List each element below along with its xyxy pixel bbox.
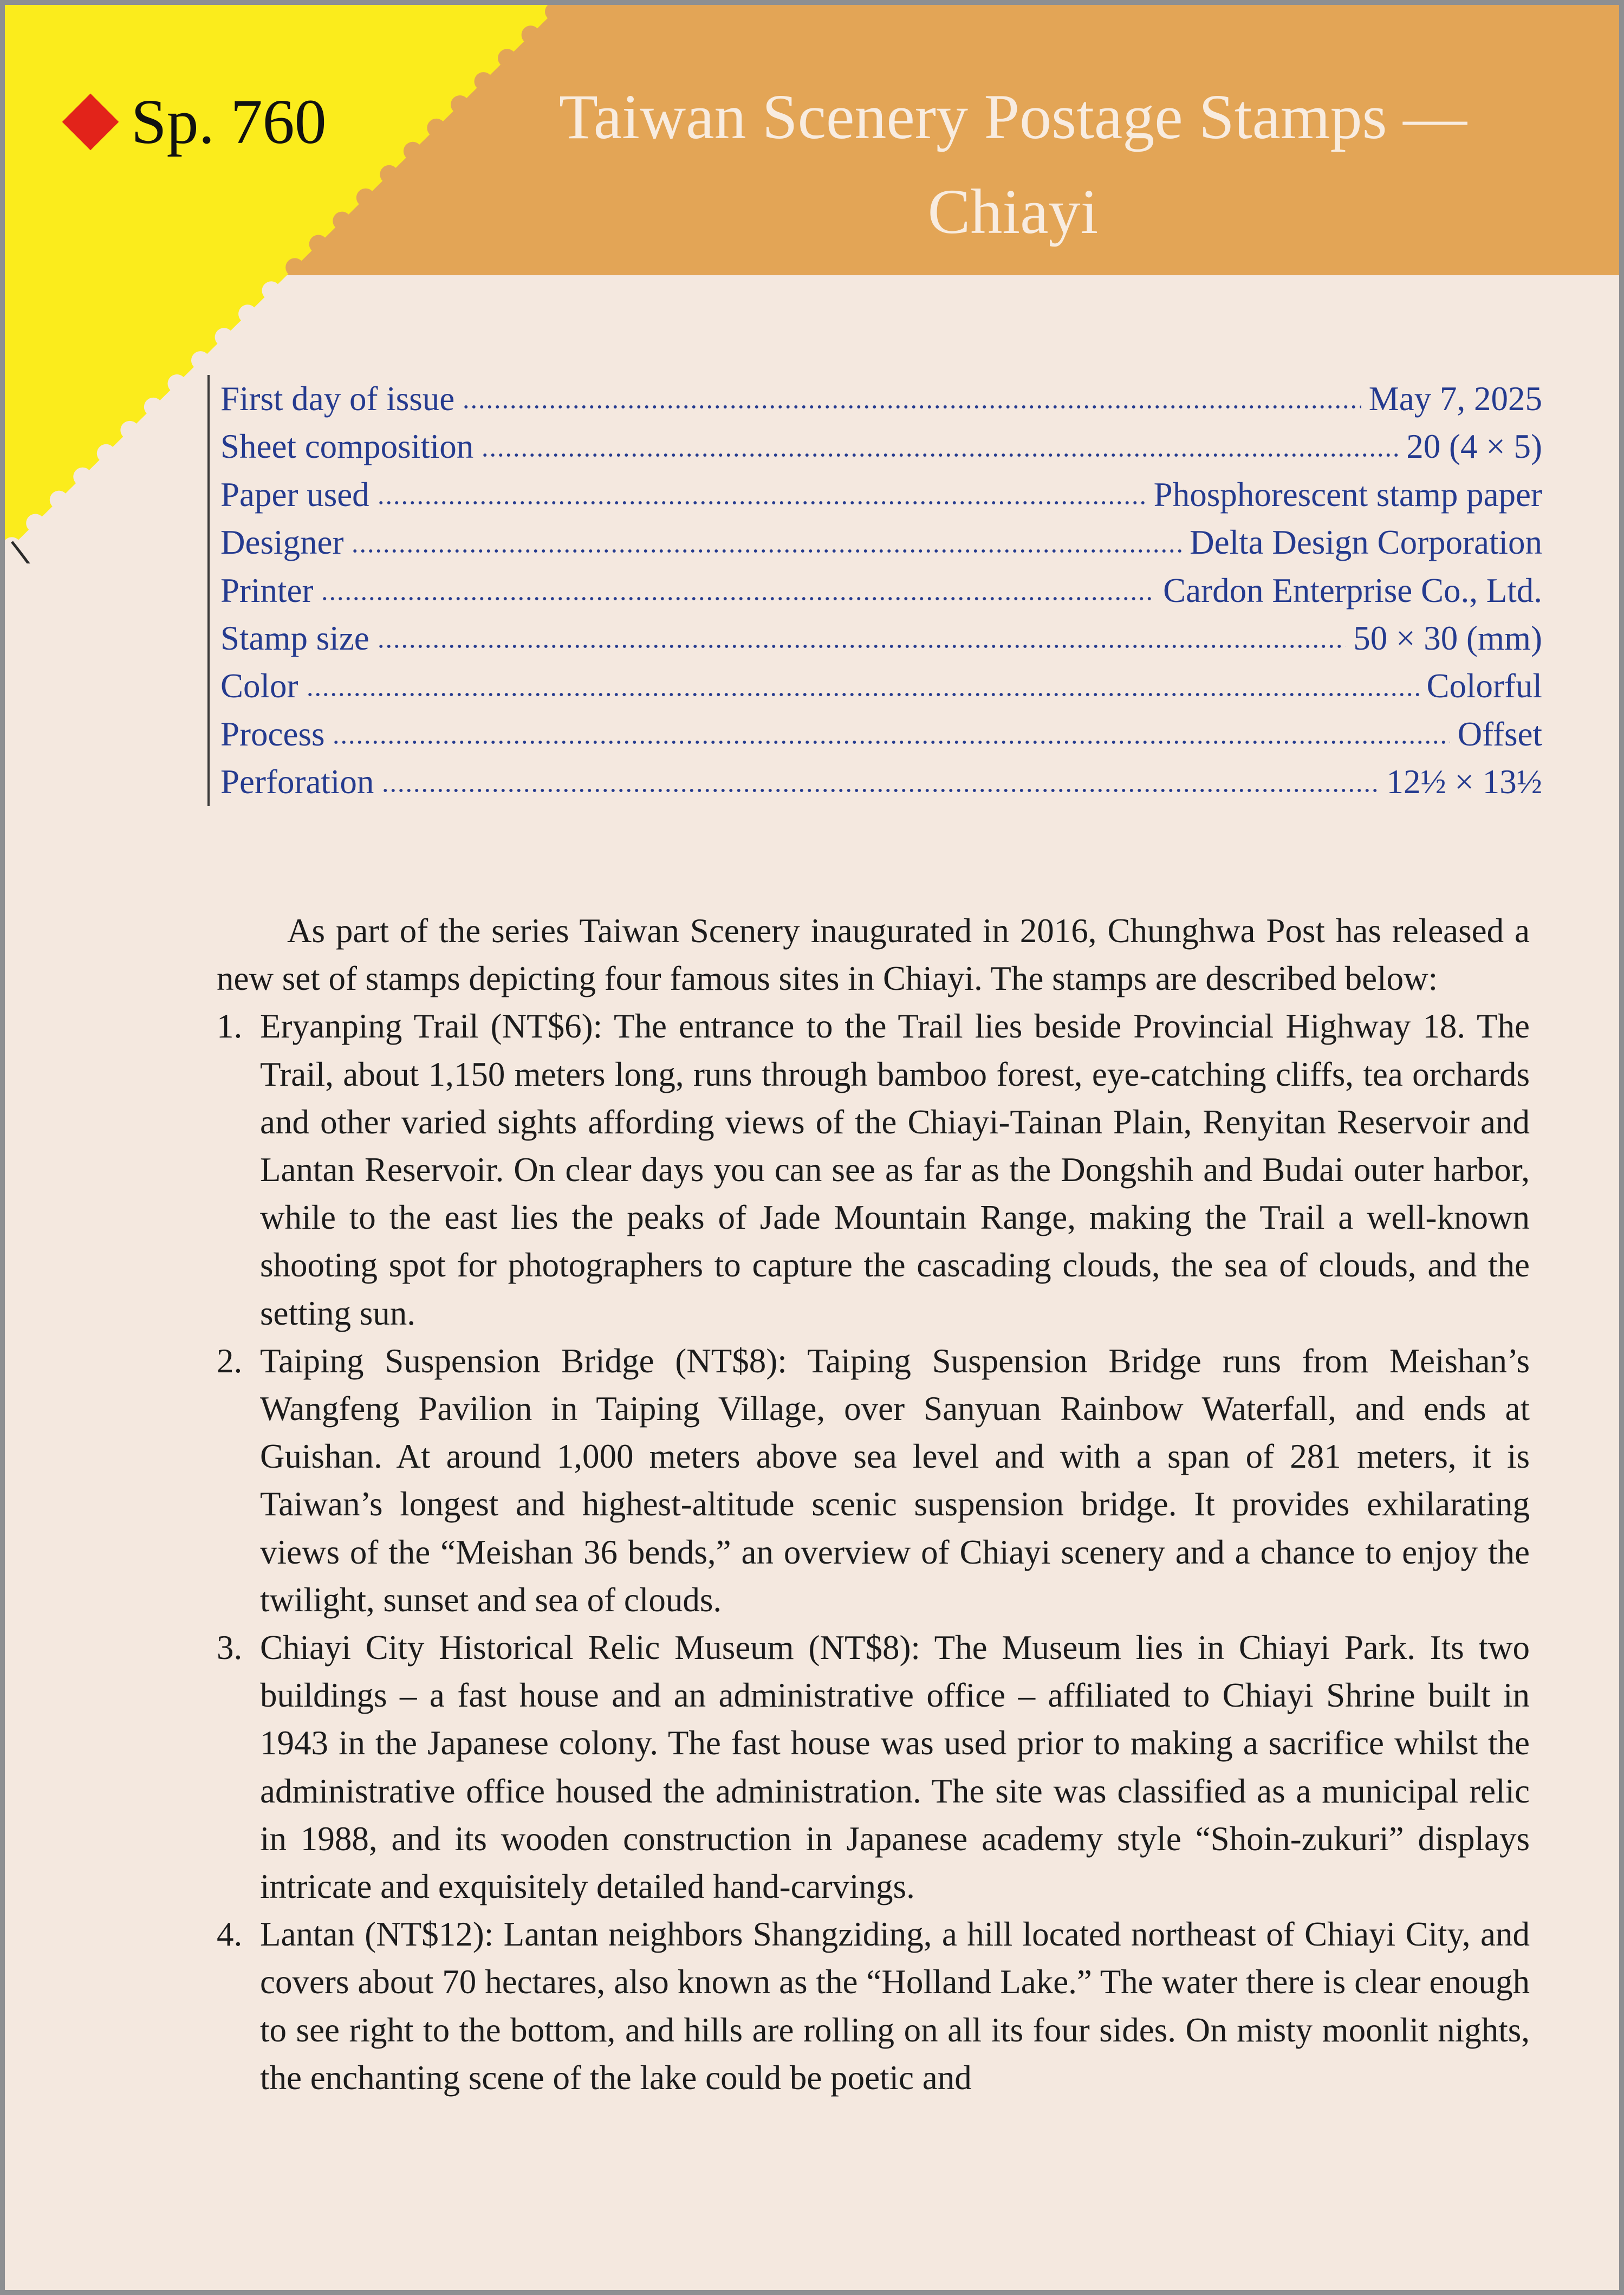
title-line-2: Chiayi <box>927 176 1099 247</box>
spec-row <box>220 567 1542 614</box>
spec-label: Process <box>220 715 325 753</box>
list-item <box>217 1002 1530 1337</box>
list-number: 3. <box>217 1629 243 1667</box>
dot-leader <box>462 403 1361 411</box>
spec-label: Perforation <box>220 763 374 801</box>
spec-value: 12½ × 13½ <box>1386 763 1542 801</box>
spec-label: Printer <box>220 571 314 610</box>
list-text: Chiayi City Historical Relic Museum (NT$8): The Museum lies in Chiayi Park. Its two buildings – a fast house and an administrative office – affiliated to Chiayi Shrine built in 1943 in the Japanese colony. The fast house was used prior to making a sacrifice whilst the administrative office housed the administration. The site was classified as a municipal relic in 1988, and its wooden construction in Japanese academy style “Shoin-zukuri” displays intricate and exquisitely detailed hand-carvings. <box>260 1629 1530 1906</box>
list-text: Taiping Suspension Bridge (NT$8): Taiping Suspension Bridge runs from Meishan’s Wangfeng Pavilion in Taiping Village, over Sanyuan Rainbow Waterfall, and ends at Guishan. At around 1,000 meters above sea level and with a span of 281 meters, it is Taiwan’s longest and highest-altitude scenic suspension bridge. It provides exhilarating views of the “Meishan 36 bends,” an overview of Chiayi scenery and a chance to enjoy the twilight, sunset and sea of clouds. <box>260 1341 1530 1619</box>
spec-row <box>220 758 1542 806</box>
spec-row <box>220 518 1542 566</box>
spec-label: First day of issue <box>220 380 455 418</box>
dot-leader <box>481 451 1399 459</box>
spec-row <box>220 471 1542 518</box>
list-item <box>217 1337 1530 1624</box>
page-title <box>433 69 1593 259</box>
dot-leader <box>321 595 1155 602</box>
spec-row <box>220 375 1542 423</box>
specifications-list <box>207 375 1542 806</box>
dot-leader <box>377 643 1346 650</box>
list-number: 4. <box>217 1915 243 1954</box>
spec-label: Color <box>220 667 298 705</box>
red-diamond-icon <box>62 94 119 151</box>
spec-label: Paper used <box>220 475 369 514</box>
spec-row <box>220 662 1542 710</box>
series-code <box>70 86 327 157</box>
dot-leader <box>332 738 1450 746</box>
dot-leader <box>377 499 1146 507</box>
body-text <box>217 907 1530 2102</box>
list-item <box>217 1910 1530 2102</box>
spec-value: Delta Design Corporation <box>1190 523 1542 562</box>
dot-leader <box>381 787 1379 794</box>
series-code-label: Sp. 760 <box>131 86 327 157</box>
spec-value: 20 (4 × 5) <box>1406 427 1542 466</box>
dot-leader <box>351 547 1182 555</box>
dot-leader <box>306 691 1419 698</box>
spec-value: Colorful <box>1426 667 1542 705</box>
spec-row <box>220 710 1542 758</box>
list-text: Lantan (NT$12): Lantan neighbors Shangziding, a hill located northeast of Chiayi City, and covers about 70 hectares, also known as the “Holland Lake.” The water there is clear enough to see right to the bottom, and hills are rolling on all its four sides. On misty moonlit nights, the enchanting scene of the lake could be poetic and <box>260 1915 1530 2097</box>
spec-label: Stamp size <box>220 619 369 657</box>
spec-value: 50 × 30 (mm) <box>1353 619 1542 657</box>
list-item <box>217 1624 1530 1910</box>
spec-value: Phosphorescent stamp paper <box>1153 475 1542 514</box>
spec-row <box>220 614 1542 662</box>
intro-paragraph: As part of the series Taiwan Scenery inaugurated in 2016, Chunghwa Post has released a new set of stamps depicting four famous sites in Chiayi. The stamps are described below: <box>217 912 1530 998</box>
spec-value: Cardon Enterprise Co., Ltd. <box>1163 571 1542 610</box>
spec-value: May 7, 2025 <box>1368 380 1542 418</box>
spec-label: Designer <box>220 523 344 562</box>
list-text: Eryanping Trail (NT$6): The entrance to the Trail lies beside Provincial Highway 18. The Trail, about 1,150 meters long, runs through bamboo forest, eye-catching cliffs, tea orchards and other varied sights affording views of the Chiayi-Tainan Plain, Renyitan Reservoir and Lantan Reservoir. On clear days you can see as far as the Dongshih and Budai outer harbor, while to the east lies the peaks of Jade Mountain Range, making the Trail a well-known shooting spot for photographers to capture the cascading clouds, the sea of clouds, and the setting sun. <box>260 1007 1530 1332</box>
list-number: 2. <box>217 1341 243 1380</box>
spec-row <box>220 423 1542 470</box>
title-line-1: Taiwan Scenery Postage Stamps — <box>558 81 1467 152</box>
list-number: 1. <box>217 1007 243 1046</box>
spec-value: Offset <box>1457 715 1542 753</box>
spec-label: Sheet composition <box>220 427 474 466</box>
